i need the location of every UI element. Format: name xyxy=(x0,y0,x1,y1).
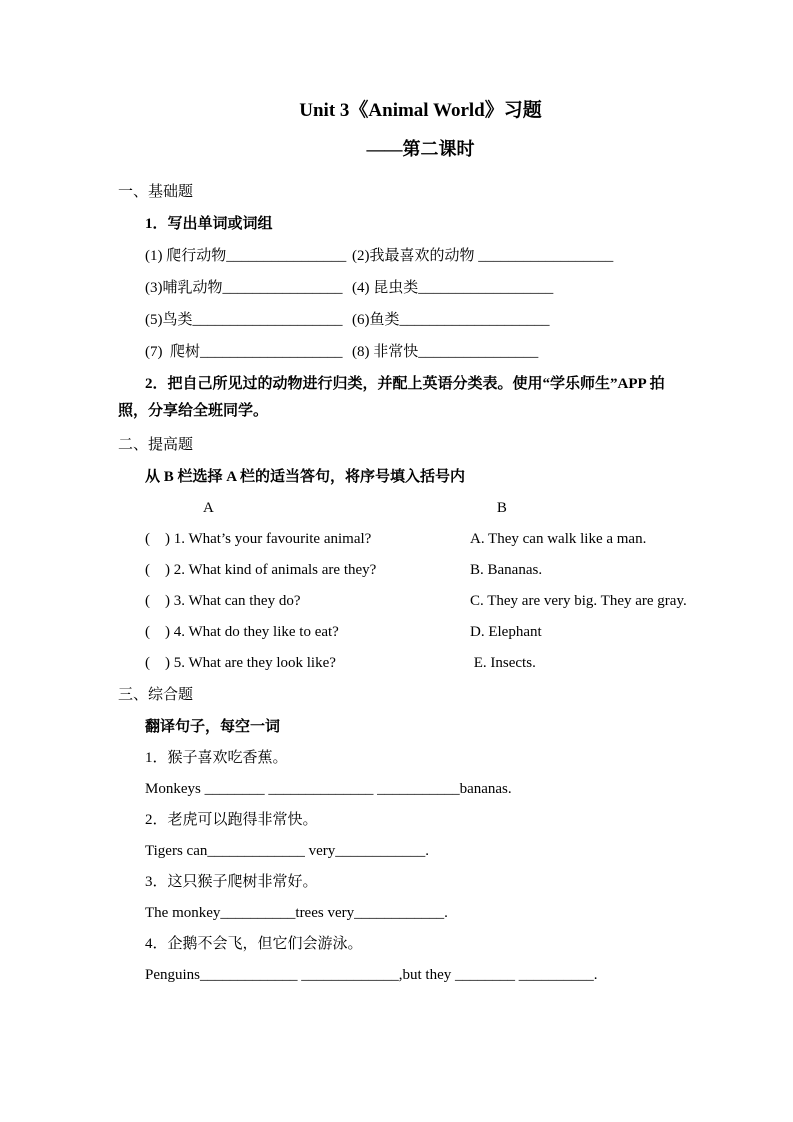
word-row xyxy=(145,272,723,304)
word-item-5: (5)鸟类____________________ xyxy=(145,312,343,328)
word-item-8: (8) 非常快________________ xyxy=(352,344,539,360)
translate-cn-2: 2．老虎可以跑得非常快。 xyxy=(145,812,318,828)
section-comprehensive-heading: 三、综合题 xyxy=(118,687,194,703)
translate-en-2: Tigers can_____________ very____________. xyxy=(145,843,430,859)
column-b-label: B xyxy=(496,500,507,516)
word-item-7: (7) 爬树___________________ xyxy=(145,344,343,360)
translate-cn-3: 3．这只猴子爬树非常好。 xyxy=(145,874,318,890)
match-row xyxy=(145,555,723,586)
translate-en-1: Monkeys ________ ______________ ___________bananas. xyxy=(145,781,512,797)
match-question-5: ( ) 5. What are they look like? xyxy=(145,655,336,671)
translate-cn-4: 4．企鹅不会飞，但它们会游泳。 xyxy=(145,936,363,952)
match-answer-a: A. They can walk like a man. xyxy=(470,531,647,547)
translate-cn-1: 1．猴子喜欢吃香蕉。 xyxy=(145,750,288,766)
match-question-2: ( ) 2. What kind of animals are they? xyxy=(145,562,377,578)
page-title: Unit 3《Animal World》习题 xyxy=(299,100,542,121)
q2-text: 2．把自己所见过的动物进行归类，并配上英语分类表。使用“学乐师生”APP 拍照，分享给全班同学。 xyxy=(118,376,665,419)
match-answer-c: C. They are very big. They are gray. xyxy=(470,593,687,609)
match-row xyxy=(145,648,723,679)
improve-instruction: 从 B 栏选择 A 栏的适当答句，将序号填入括号内 xyxy=(145,469,466,485)
section-basic-heading: 一、基础题 xyxy=(118,184,194,200)
word-item-4: (4) 昆虫类__________________ xyxy=(352,280,554,296)
translate-instruction: 翻译句子，每空一词 xyxy=(145,719,281,735)
translate-en-3: The monkey__________trees very____________. xyxy=(145,905,448,921)
match-question-1: ( ) 1. What’s your favourite animal? xyxy=(145,531,372,547)
word-item-1: (1) 爬行动物________________ xyxy=(145,248,347,264)
section-improve-heading: 二、提高题 xyxy=(118,437,194,453)
match-answer-b: B. Bananas. xyxy=(470,562,543,578)
word-item-2: (2)我最喜欢的动物 __________________ xyxy=(352,248,614,264)
match-answer-e: E. Insects. xyxy=(470,655,536,671)
word-item-3: (3)哺乳动物________________ xyxy=(145,280,343,296)
match-row xyxy=(145,524,723,555)
match-question-4: ( ) 4. What do they like to eat? xyxy=(145,624,339,640)
page-subtitle: ——第二课时 xyxy=(366,139,475,159)
column-headers xyxy=(145,493,723,524)
word-row xyxy=(145,336,723,368)
word-item-6: (6)鱼类____________________ xyxy=(352,312,550,328)
word-row xyxy=(145,304,723,336)
match-row xyxy=(145,586,723,617)
match-answer-d: D. Elephant xyxy=(470,624,542,640)
match-question-3: ( ) 3. What can they do? xyxy=(145,593,301,609)
translate-en-4: Penguins_____________ _____________,but they ________ __________. xyxy=(145,967,598,983)
match-row xyxy=(145,617,723,648)
column-a-label: A xyxy=(203,500,214,516)
word-row xyxy=(145,240,723,272)
q1-heading: 1．写出单词或词组 xyxy=(145,216,273,232)
